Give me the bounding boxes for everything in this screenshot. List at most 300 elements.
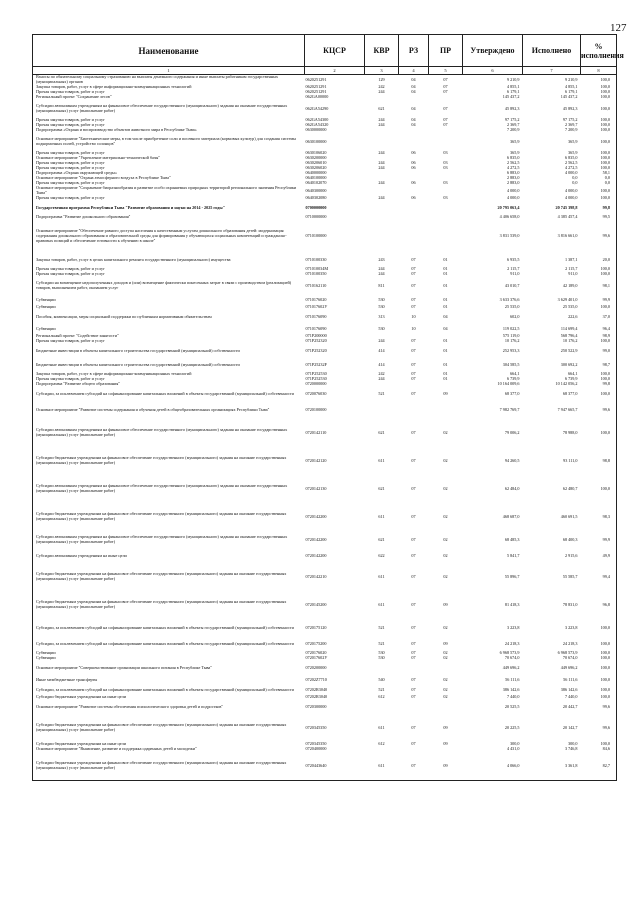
row-kvr: 621	[378, 536, 385, 542]
row-percent: 99,6	[602, 406, 610, 412]
column-number: 2	[305, 67, 365, 75]
row-approved: 24 218,3	[504, 640, 520, 646]
row-kcsr: 0620251291	[305, 85, 327, 90]
row-rz: 07	[411, 742, 416, 747]
row-name: Прочая закупка товаров, работ и услуг	[36, 272, 105, 277]
table-row	[33, 324, 617, 334]
table-row	[33, 133, 617, 151]
row-percent: 100,0	[600, 138, 610, 144]
row-percent: 37,0	[602, 313, 610, 319]
row-kcsr: 0720175120	[305, 624, 327, 630]
row-pr: 01	[443, 372, 448, 377]
row-percent: 100,0	[600, 651, 610, 656]
row-executed: 4 000,0	[564, 187, 578, 193]
row-rz: 07	[411, 282, 416, 288]
row-executed: 10 142 056,2	[555, 382, 578, 387]
row-pr: 09	[443, 601, 448, 607]
row-pr: 01	[443, 361, 448, 367]
row-rz: 07	[411, 552, 416, 558]
row-name: Субсидии бюджетным учреждениям на финансовое обеспечение государственного (муниципального) задания на оказание государственных (муниципальных) услуг (выполнение работ)	[36, 722, 287, 732]
table-row	[33, 685, 617, 695]
row-pr: 02	[443, 651, 448, 656]
row-rz: 07	[411, 457, 416, 463]
row-kcsr: 0720142110	[305, 429, 327, 435]
row-pr: 02	[443, 686, 448, 692]
row-approved: 2 883,0	[506, 181, 520, 186]
row-name: Субсидии бюджетным учреждениям на финансовое обеспечение государственного (муниципального) задания на оказание государственных (муниципальных) услуг (выполнение работ)	[36, 760, 287, 770]
row-percent: 99,6	[602, 703, 610, 709]
row-kcsr: 071P200000	[305, 334, 327, 339]
table-row	[33, 253, 617, 267]
row-approved: 252 953,3	[502, 347, 520, 353]
row-approved: 4 431,0	[506, 747, 520, 752]
row-rz: 04	[411, 123, 416, 128]
row-rz: 07	[411, 762, 416, 768]
row-percent: 98,1	[602, 282, 610, 288]
row-kvr: 621	[378, 485, 385, 491]
row-approved: 9 210,9	[506, 76, 520, 82]
row-pr	[429, 661, 463, 675]
row-approved: 2 369,7	[506, 123, 520, 128]
row-executed: 365,9	[568, 138, 578, 144]
row-kcsr: 0720175200	[305, 640, 327, 646]
row-rz: 07	[411, 656, 416, 661]
row-pr: 01	[443, 347, 448, 353]
row-kvr: 242	[378, 372, 385, 377]
row-rz: 10	[411, 325, 416, 331]
row-percent: 49,9	[602, 552, 610, 558]
row-approved: 911,0	[510, 272, 520, 277]
row-percent: 58,1	[602, 171, 610, 176]
row-approved: 62 484,0	[504, 485, 520, 491]
row-executed: 7 947 665,7	[557, 406, 578, 412]
row-name: Субсидии автономным учреждениям на финансовое обеспечение государственного (муниципального) задания на оказание государственных (муниципальных) услуг (выполнение работ)	[36, 103, 288, 113]
row-rz: 07	[411, 695, 416, 700]
table-row	[33, 503, 617, 531]
header-executed: Исполнено	[523, 35, 581, 67]
row-kcsr: 0640300000	[305, 187, 327, 193]
row-kvr	[365, 401, 399, 419]
row-kvr: 521	[378, 624, 385, 630]
row-name: Субвенции	[36, 305, 56, 310]
row-name: Субсидии автономным учреждениям на финансовое обеспечение государственного (муниципального) задания на оказание государственных (муниципальных) услуг (выполнение работ)	[36, 427, 288, 437]
row-pr: 07	[443, 118, 448, 123]
row-executed: 25 535,0	[562, 305, 578, 310]
row-rz	[399, 201, 429, 215]
row-percent: 100,0	[600, 90, 610, 95]
row-percent: 99,6	[602, 233, 610, 239]
row-percent: 100,0	[600, 339, 610, 344]
row-percent: 98,7	[602, 361, 610, 367]
row-name: Прочая закупка товаров, работ и услуг	[36, 267, 105, 272]
row-kcsr: 0640100000	[305, 176, 327, 181]
row-percent: 100,0	[600, 485, 610, 491]
row-kcsr: 071010034M	[305, 267, 329, 272]
row-executed: 911,0	[568, 272, 578, 277]
row-percent: 100,0	[600, 187, 610, 193]
row-kcsr: 0620251291	[305, 90, 327, 95]
row-approved: 97 175,2	[504, 118, 520, 123]
row-name: Субсидии автономным учреждениям на финансовое обеспечение государственного (муниципального) задания на оказание государственных (муниципальных) услуг (выполнение работ)	[36, 483, 288, 493]
row-percent: 100,0	[600, 377, 610, 382]
row-percent: 99,4	[602, 573, 610, 579]
row-executed: 3 816 661,0	[557, 233, 578, 239]
row-pr	[429, 133, 463, 151]
row-rz: 07	[411, 724, 416, 730]
row-name: Основное мероприятие "Биотехнические меры, в том числе приобретение соли и посевного материала (кормовых культур) для создания системы подкормочных полей, устройство солонцов"	[36, 136, 296, 146]
row-approved: 7 200,9	[506, 128, 520, 133]
row-pr: 02	[443, 536, 448, 542]
row-kcsr: 0710100350	[305, 272, 327, 277]
table-row	[33, 591, 617, 619]
row-pr: 07	[443, 123, 448, 128]
row-kcsr: 0710176090	[305, 313, 327, 319]
row-percent: 100,0	[600, 390, 610, 396]
row-rz: 07	[411, 624, 416, 630]
row-kvr: 414	[378, 361, 385, 367]
row-rz	[399, 700, 429, 714]
row-kvr: 244	[378, 196, 385, 201]
row-percent: 100,0	[600, 656, 610, 661]
row-pr: 09	[443, 724, 448, 730]
row-executed: 42 189,0	[562, 282, 578, 288]
row-name: Основное мероприятие "Охрана атмосферного воздуха в Республике Тыва"	[36, 176, 171, 181]
row-percent: 100,0	[600, 196, 610, 201]
row-rz: 07	[411, 256, 416, 262]
row-kcsr: 0720100000	[305, 406, 327, 412]
row-rz: 07	[411, 573, 416, 579]
row-kvr: 244	[378, 166, 385, 171]
budget-table	[32, 34, 624, 781]
row-pr: 02	[443, 429, 448, 435]
row-name: Субсидии, за исключением субсидий на софинансирование капитальных вложений в объекты государственной (муниципальной) собственности	[36, 686, 294, 692]
row-kvr: 530	[378, 325, 385, 331]
row-name: Закупка товаров, работ, услуг в сфере информационно-коммуникационных технологий	[36, 372, 192, 377]
row-approved: 4 000,0	[506, 196, 520, 201]
row-approved: 79 006,2	[504, 429, 520, 435]
row-kcsr: 0720345350	[305, 742, 327, 747]
table-row	[33, 75, 617, 86]
row-pr	[429, 201, 463, 215]
row-rz: 07	[411, 640, 416, 646]
row-kcsr: 0720200000	[305, 664, 327, 670]
row-executed: 4 385 457,4	[557, 215, 578, 220]
row-rz: 06	[411, 181, 416, 186]
row-kcsr: 0720142200	[305, 536, 327, 542]
header-percent: % исполнения	[581, 35, 617, 67]
row-kvr: 244	[378, 161, 385, 166]
row-percent: 99,5	[602, 215, 610, 220]
table-row	[33, 358, 617, 372]
row-approved: 20 795 063,4	[497, 204, 520, 210]
row-percent: 100,0	[600, 624, 610, 630]
row-kcsr: 062GA54300	[305, 118, 329, 123]
page-number: 127	[610, 22, 627, 34]
row-approved: 2 883,0	[506, 176, 520, 181]
row-pr: 01	[443, 296, 448, 302]
row-executed: 114 699,4	[560, 325, 578, 331]
row-executed: 45 892,3	[562, 105, 578, 111]
row-approved: 45 892,3	[504, 105, 520, 111]
row-approved: 145 437,2	[502, 95, 520, 100]
row-kcsr: 0720176020	[305, 651, 327, 656]
row-kcsr: 0640000000	[305, 171, 327, 176]
row-rz	[399, 220, 429, 253]
row-name: Субсидии автономным учреждениям на иные цели	[36, 552, 127, 558]
table-row	[33, 563, 617, 591]
row-pr: 01	[443, 305, 448, 310]
row-name: Субвенции	[36, 296, 56, 302]
row-rz: 04	[411, 118, 416, 123]
row-rz: 04	[411, 90, 416, 95]
row-percent: 99,9	[602, 536, 610, 542]
row-name: Прочая закупка товаров, работ и услуг	[36, 161, 105, 166]
row-name: Субсидии бюджетным учреждениям на финансовое обеспечение государственного (муниципального) задания на оказание государственных (муниципальных) услуг (выполнение работ)	[36, 599, 287, 609]
row-name: Субвенции	[36, 651, 56, 656]
row-rz: 06	[411, 166, 416, 171]
row-percent: 100,0	[600, 76, 610, 82]
row-kvr: 244	[378, 377, 385, 382]
row-name: Основное мероприятие "Укрепление материально-технической базы"	[36, 156, 161, 161]
row-percent: 100,0	[600, 640, 610, 646]
row-kcsr: 062GA54290	[305, 105, 329, 111]
row-executed: 4 000,0	[564, 196, 578, 201]
row-name: Бюджетные инвестиции в объекты капитального строительства государственной (муниципальной) собственности	[36, 347, 240, 353]
header-kcsr: КЦСР	[305, 35, 365, 67]
row-percent: 100,0	[600, 118, 610, 123]
row-kvr: 611	[378, 601, 385, 607]
row-kcsr: 0710000000	[305, 215, 327, 220]
row-executed: 20 142,7	[562, 724, 578, 730]
row-percent: 99,9	[602, 296, 610, 302]
row-approved: 6 968 573,9	[499, 651, 520, 656]
row-approved: 4 855,1	[506, 85, 520, 90]
row-kvr: 244	[378, 267, 385, 272]
row-executed: 20 745 398,8	[555, 204, 578, 210]
row-executed: 78 988,0	[562, 429, 578, 435]
row-executed: 56 111,6	[563, 676, 578, 682]
row-executed: 2 915,6	[564, 552, 578, 558]
column-number: 5	[429, 67, 463, 75]
row-kcsr: 0720076030	[305, 390, 327, 396]
row-executed: 664,1	[568, 372, 578, 377]
row-approved: 304 585,5	[502, 361, 520, 367]
row-kcsr: 0640102070	[305, 181, 327, 186]
row-kcsr: 0710176090	[305, 325, 327, 331]
row-pr: 03	[443, 196, 448, 201]
row-percent: 98,3	[602, 513, 610, 519]
row-name: Прочая закупка товаров, работ и услуг	[36, 166, 105, 171]
row-percent: 96,8	[602, 601, 610, 607]
row-executed: 68 377,0	[562, 390, 578, 396]
table-body	[33, 75, 617, 781]
table-row	[33, 447, 617, 475]
row-name: Взносы по обязательному социальному страхованию на выплаты денежного содержания и иные выплаты работникам государственных (муниципальных) органов	[36, 74, 279, 84]
row-rz: 07	[411, 651, 416, 656]
row-pr: 07	[443, 85, 448, 90]
row-kcsr: 07202R3040	[305, 695, 328, 700]
row-kcsr: 072017602У	[305, 656, 328, 661]
row-kvr: 611	[378, 762, 385, 768]
row-kvr: 244	[378, 339, 385, 344]
row-rz	[399, 133, 429, 151]
row-approved: 7 440,0	[506, 695, 520, 700]
row-rz: 07	[411, 513, 416, 519]
row-name: Основное мероприятие "Сохранение биоразнообразия и развитие особо охраняемых природных территорий регионального значения Республики Тыва"	[36, 186, 297, 195]
row-kvr: 611	[378, 513, 385, 519]
row-pr: 02	[443, 485, 448, 491]
row-kcsr: 0710100330	[305, 256, 327, 262]
row-approved: 20 525,5	[504, 703, 520, 709]
row-name: Закупка товаров, работ, услуг в сфере информационно-коммуникационных технологий	[36, 85, 192, 90]
row-rz: 07	[411, 485, 416, 491]
table-row	[33, 700, 617, 714]
row-percent: 100,0	[600, 372, 610, 377]
row-approved: 300,0	[510, 742, 520, 747]
row-pr: 02	[443, 656, 448, 661]
row-approved: 6 179,1	[506, 90, 520, 95]
row-rz: 07	[411, 305, 416, 310]
row-executed: 6 968 573,9	[557, 651, 578, 656]
row-kvr: 242	[378, 85, 385, 90]
row-approved: 6 935,5	[506, 256, 520, 262]
table-row	[33, 277, 617, 295]
table-row	[33, 714, 617, 742]
row-rz: 07	[411, 296, 416, 302]
row-rz: 04	[411, 105, 416, 111]
row-executed: 365,9	[568, 151, 578, 156]
row-kvr: 244	[378, 181, 385, 186]
row-pr: 01	[443, 267, 448, 272]
row-approved: 70 674,0	[504, 656, 520, 661]
row-rz: 04	[411, 85, 416, 90]
row-executed: 4 000,0	[564, 171, 578, 176]
row-pr: 01	[443, 272, 448, 277]
row-name: Подпрограмма «Охрана окружающей среды»	[36, 171, 117, 176]
table-header	[33, 35, 624, 75]
row-percent: 100,0	[600, 272, 610, 277]
header-kvr: КВР	[365, 35, 399, 67]
row-kvr: 811	[378, 282, 385, 288]
row-executed: 97 175,2	[562, 118, 578, 123]
table-row	[33, 475, 617, 503]
row-name: Прочая закупка товаров, работ и услуг	[36, 90, 105, 95]
row-kvr: 530	[378, 656, 385, 661]
row-executed: 55 585,7	[562, 573, 578, 579]
row-kcsr: 062GA00000	[305, 95, 329, 100]
row-pr: 09	[443, 640, 448, 646]
row-executed: 10 176,2	[562, 339, 578, 344]
row-name: Основное мероприятие "Выявление, развитие и поддержка одаренных детей и молодежи"	[36, 747, 197, 752]
row-kvr: 621	[378, 105, 385, 111]
row-kcsr: 0720443640	[305, 762, 327, 768]
row-percent: 100,0	[600, 123, 610, 128]
row-kvr: 129	[378, 76, 385, 82]
row-pr: 04	[443, 325, 448, 331]
row-approved: 2 562,5	[506, 161, 520, 166]
row-name: Основное мероприятие "Совершенствование организации школьного питания в Республике Тыва"	[36, 664, 213, 670]
row-name: Прочая закупка товаров, работ и услуг	[36, 377, 105, 382]
row-kvr: 540	[378, 676, 385, 682]
table-row	[33, 387, 617, 401]
row-executed: 6 179,1	[564, 90, 578, 95]
row-kcsr: 071P252320	[305, 339, 327, 344]
row-percent: 100,0	[600, 664, 610, 670]
row-kcsr: 0720145200	[305, 601, 327, 607]
column-number: 6	[463, 67, 523, 75]
row-kcsr: 0720345350	[305, 724, 327, 730]
row-name: Прочая закупка товаров, работ и услуг	[36, 151, 105, 156]
row-kcsr: 07202Z7710	[305, 676, 327, 682]
row-kcsr: 0720000000	[305, 382, 327, 387]
row-rz: 07	[411, 686, 416, 692]
row-approved: 5 841,7	[506, 552, 520, 558]
row-rz: 06	[411, 196, 416, 201]
row-approved: 386 142,6	[502, 686, 520, 692]
row-kcsr: 0710162110	[305, 282, 327, 288]
row-kvr: 244	[378, 118, 385, 123]
header-rz: РЗ	[399, 35, 429, 67]
row-percent: 0,0	[604, 181, 610, 186]
row-approved: 6 883,0	[506, 171, 520, 176]
table-row	[33, 637, 617, 651]
row-name: Прочая закупка товаров, работ и услуг	[36, 123, 105, 128]
row-kvr	[365, 220, 399, 253]
row-kcsr: 0700000000	[305, 204, 327, 210]
row-percent: 99,8	[602, 204, 610, 210]
row-kcsr: 071P252530	[305, 377, 327, 382]
row-pr	[429, 186, 463, 196]
row-pr: 07	[443, 76, 448, 82]
row-kcsr: 0720142210	[305, 573, 327, 579]
row-approved: 575 119,0	[502, 334, 520, 339]
row-kvr: 244	[378, 272, 385, 277]
row-approved: 68 485,3	[504, 536, 520, 542]
row-executed: 20 442,7	[562, 703, 578, 709]
table-row	[33, 752, 617, 781]
row-kcsr: 0630000000	[305, 128, 327, 133]
row-pr: 09	[443, 390, 448, 396]
row-kcsr: 0720142130	[305, 485, 327, 491]
row-rz: 07	[411, 429, 416, 435]
row-kvr: 530	[378, 296, 385, 302]
row-percent: 100,0	[600, 105, 610, 111]
row-name: Субсидии бюджетным учреждениям на финансовое обеспечение государственного (муниципального) задания на оказание государственных (муниципальных) услуг (выполнение работ)	[36, 571, 287, 581]
table-row	[33, 344, 617, 358]
row-rz: 10	[411, 313, 416, 319]
row-kvr: 313	[378, 313, 385, 319]
row-kcsr: 0720142120	[305, 457, 327, 463]
row-pr: 03	[443, 166, 448, 171]
row-pr: 01	[443, 339, 448, 344]
row-approved: 468 687,0	[502, 513, 520, 519]
row-kvr: 244	[378, 123, 385, 128]
column-number-row	[33, 67, 617, 75]
row-pr: 09	[443, 742, 448, 747]
row-executed: 2 115,7	[565, 267, 578, 272]
row-percent: 100,0	[600, 85, 610, 90]
row-executed: 24 218,3	[562, 640, 578, 646]
row-executed: 222,6	[568, 313, 578, 319]
row-kcsr: 0630100000	[305, 138, 327, 144]
column-number: 8	[581, 67, 617, 75]
row-kcsr: 071P252320	[305, 347, 327, 353]
row-rz: 07	[411, 390, 416, 396]
row-percent: 99,0	[602, 347, 610, 353]
row-kvr: 611	[378, 457, 385, 463]
row-pr: 02	[443, 676, 448, 682]
row-executed: 300 692,2	[560, 361, 578, 367]
